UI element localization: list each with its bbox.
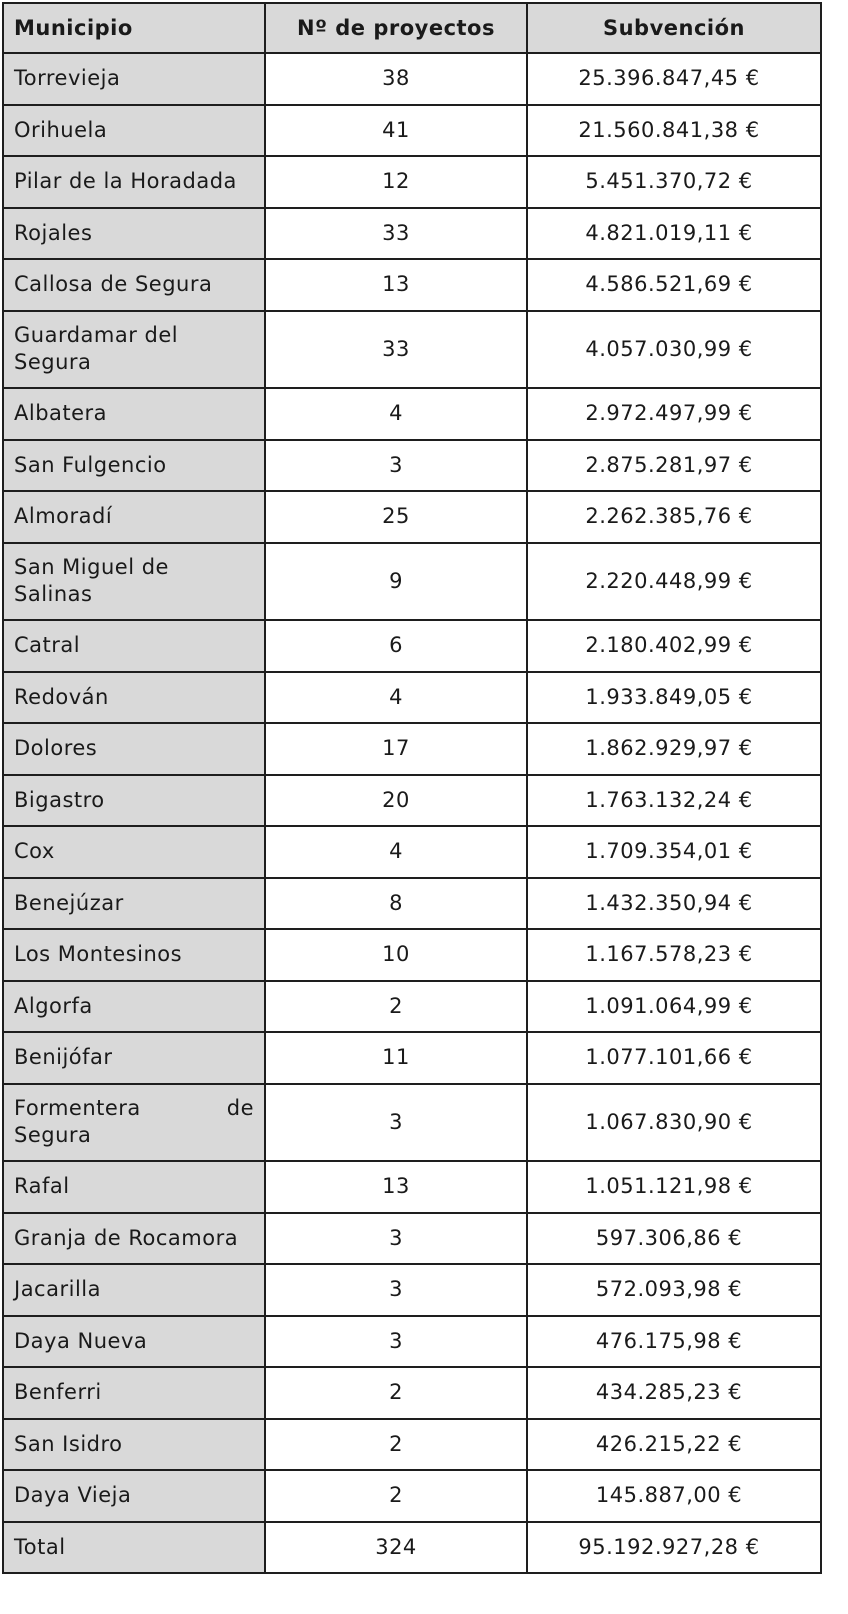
proyectos-cell: 3: [265, 1316, 527, 1368]
municipio-cell: San Fulgencio: [3, 440, 265, 492]
proyectos-cell: 38: [265, 53, 527, 105]
subvencion-cell: 4.821.019,11 €: [527, 208, 821, 260]
municipio-cell: Callosa de Segura: [3, 259, 265, 311]
proyectos-cell: 2: [265, 1419, 527, 1471]
municipio-cell: Pilar de la Horadada: [3, 156, 265, 208]
proyectos-cell: 13: [265, 259, 527, 311]
table-row: [3, 1419, 821, 1471]
proyectos-cell: 20: [265, 775, 527, 827]
table-row: [3, 672, 821, 724]
subvencion-cell: 1.167.578,23 €: [527, 929, 821, 981]
municipio-cell: Catral: [3, 620, 265, 672]
table-row: [3, 440, 821, 492]
table-row: [3, 105, 821, 157]
subvencion-cell: 2.972.497,99 €: [527, 388, 821, 440]
municipio-cell: Rafal: [3, 1161, 265, 1213]
grants-table: [2, 2, 822, 1574]
table-row: [3, 543, 821, 621]
subvencion-cell: 145.887,00 €: [527, 1470, 821, 1522]
subvencion-cell: 1.051.121,98 €: [527, 1161, 821, 1213]
subvencion-cell: 25.396.847,45 €: [527, 53, 821, 105]
subvencion-cell: 1.763.132,24 €: [527, 775, 821, 827]
proyectos-cell: 41: [265, 105, 527, 157]
municipio-cell: Formentera de Segura: [3, 1084, 265, 1162]
proyectos-cell: 33: [265, 208, 527, 260]
table-row: [3, 1316, 821, 1368]
proyectos-cell: 3: [265, 1084, 527, 1162]
proyectos-cell: 17: [265, 723, 527, 775]
municipio-cell: Jacarilla: [3, 1264, 265, 1316]
municipio-cell: Los Montesinos: [3, 929, 265, 981]
subvencion-cell: 1.077.101,66 €: [527, 1032, 821, 1084]
table-row: [3, 929, 821, 981]
table-row: [3, 311, 821, 389]
proyectos-cell: 10: [265, 929, 527, 981]
municipio-cell: Cox: [3, 826, 265, 878]
column-header-subvencion: Subvención: [527, 3, 821, 53]
municipio-cell: San Miguel de Salinas: [3, 543, 265, 621]
table-row: [3, 53, 821, 105]
total-subvencion: 95.192.927,28 €: [527, 1522, 821, 1574]
municipio-cell: Algorfa: [3, 981, 265, 1033]
subvencion-cell: 2.875.281,97 €: [527, 440, 821, 492]
subvencion-cell: 572.093,98 €: [527, 1264, 821, 1316]
municipio-cell: Bigastro: [3, 775, 265, 827]
municipio-cell: Guardamar del Segura: [3, 311, 265, 389]
subvencion-cell: 476.175,98 €: [527, 1316, 821, 1368]
table-row: [3, 1161, 821, 1213]
subvencion-cell: 434.285,23 €: [527, 1367, 821, 1419]
subvencion-cell: 2.262.385,76 €: [527, 491, 821, 543]
proyectos-cell: 6: [265, 620, 527, 672]
table-row: [3, 620, 821, 672]
proyectos-cell: 25: [265, 491, 527, 543]
subvencion-cell: 2.220.448,99 €: [527, 543, 821, 621]
municipio-cell: Almoradí: [3, 491, 265, 543]
municipio-cell: Benejúzar: [3, 878, 265, 930]
proyectos-cell: 33: [265, 311, 527, 389]
table-row: [3, 1470, 821, 1522]
proyectos-cell: 12: [265, 156, 527, 208]
municipio-cell: Daya Vieja: [3, 1470, 265, 1522]
subvencion-cell: 4.057.030,99 €: [527, 311, 821, 389]
table-row: [3, 1032, 821, 1084]
table-row: [3, 208, 821, 260]
subvencion-cell: 1.709.354,01 €: [527, 826, 821, 878]
column-header-proyectos: Nº de proyectos: [265, 3, 527, 53]
total-proyectos: 324: [265, 1522, 527, 1574]
proyectos-cell: 4: [265, 672, 527, 724]
table-row: [3, 1367, 821, 1419]
municipio-cell: Granja de Rocamora: [3, 1213, 265, 1265]
subvencion-cell: 1.862.929,97 €: [527, 723, 821, 775]
total-label: Total: [3, 1522, 265, 1574]
proyectos-cell: 13: [265, 1161, 527, 1213]
proyectos-cell: 4: [265, 826, 527, 878]
table-row: [3, 826, 821, 878]
subvencion-cell: 426.215,22 €: [527, 1419, 821, 1471]
subvencion-cell: 1.432.350,94 €: [527, 878, 821, 930]
table-row: [3, 259, 821, 311]
municipio-cell: San Isidro: [3, 1419, 265, 1471]
municipio-cell: Daya Nueva: [3, 1316, 265, 1368]
municipio-cell: Rojales: [3, 208, 265, 260]
table-row: [3, 1264, 821, 1316]
table-row: [3, 491, 821, 543]
proyectos-cell: 3: [265, 1213, 527, 1265]
subvencion-cell: 2.180.402,99 €: [527, 620, 821, 672]
proyectos-cell: 2: [265, 981, 527, 1033]
municipio-cell: Orihuela: [3, 105, 265, 157]
subvencion-cell: 1.067.830,90 €: [527, 1084, 821, 1162]
proyectos-cell: 2: [265, 1470, 527, 1522]
total-row: [3, 1522, 821, 1574]
subvencion-cell: 4.586.521,69 €: [527, 259, 821, 311]
municipio-cell: Dolores: [3, 723, 265, 775]
subvencion-cell: 1.933.849,05 €: [527, 672, 821, 724]
proyectos-cell: 3: [265, 440, 527, 492]
proyectos-cell: 8: [265, 878, 527, 930]
municipio-cell: Torrevieja: [3, 53, 265, 105]
table-row: [3, 723, 821, 775]
column-header-municipio: Municipio: [3, 3, 265, 53]
municipio-cell: Albatera: [3, 388, 265, 440]
table-row: [3, 775, 821, 827]
proyectos-cell: 9: [265, 543, 527, 621]
municipio-cell: Benijófar: [3, 1032, 265, 1084]
municipio-cell: Benferri: [3, 1367, 265, 1419]
municipio-cell: Redován: [3, 672, 265, 724]
subvencion-cell: 21.560.841,38 €: [527, 105, 821, 157]
subvencion-cell: 1.091.064,99 €: [527, 981, 821, 1033]
proyectos-cell: 11: [265, 1032, 527, 1084]
table-row: [3, 388, 821, 440]
subvencion-cell: 5.451.370,72 €: [527, 156, 821, 208]
table-row: [3, 878, 821, 930]
table-row: [3, 981, 821, 1033]
table-row: [3, 1213, 821, 1265]
proyectos-cell: 3: [265, 1264, 527, 1316]
table-row: [3, 1084, 821, 1162]
proyectos-cell: 2: [265, 1367, 527, 1419]
subvencion-cell: 597.306,86 €: [527, 1213, 821, 1265]
table-row: [3, 156, 821, 208]
proyectos-cell: 4: [265, 388, 527, 440]
table-header-row: [3, 3, 821, 53]
